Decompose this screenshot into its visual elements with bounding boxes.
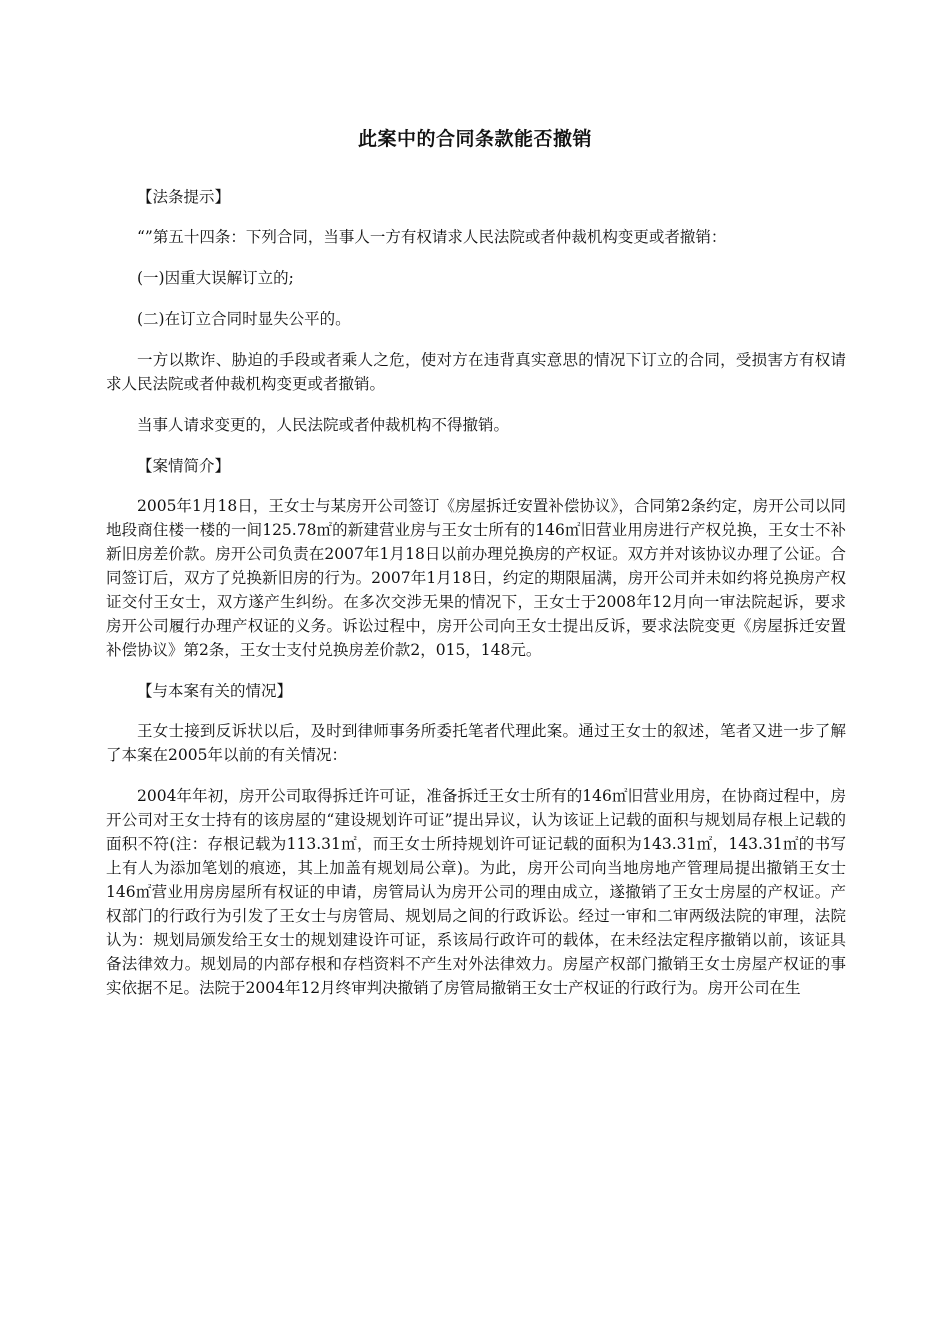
article-54-item-1: (一)因重大误解订立的;: [137, 269, 294, 287]
article-54-item-2: (二)在订立合同时显失公平的。: [137, 310, 351, 328]
article-54-paragraph-3: 当事人请求变更的，人民法院或者仲裁机构不得撤销。: [137, 416, 510, 434]
article-54-paragraph-2: 一方以欺诈、胁迫的手段或者乘人之危，使对方在违背真实意思的情况下订立的合同，受损害方有权请求人民法院或者仲裁机构变更或者撤销。: [106, 351, 846, 393]
section-heading-case-summary: 【案情简介】: [137, 457, 231, 475]
document-title: 此案中的合同条款能否撤销: [357, 128, 592, 150]
article-54-intro: “”第五十四条：下列合同，当事人一方有权请求人民法院或者仲裁机构变更或者撤销：: [137, 228, 727, 246]
document-body: [106, 185, 846, 1017]
section-heading-legal-provision: 【法条提示】: [137, 188, 231, 206]
related-facts-paragraph-1: 王女士接到反诉状以后，及时到律师事务所委托笔者代理此案。通过王女士的叙述，笔者又进一步了解了本案在2005年以前的有关情况：: [106, 722, 846, 764]
related-facts-paragraph-2: 2004年年初，房开公司取得拆迁许可证，准备拆迁王女士所有的146㎡旧营业用房，在协商过程中，房开公司对王女士持有的该房屋的“建设规划许可证”提出异议，认为该证上记载的面积与规划局存根上记载的面积不符(注：存根记载为113.31㎡，而王女士所持规划许可证记载的面积为143.31㎡，143.31㎡的书写上有人为添加笔划的痕迹，其上加盖有规划局公章)。为此，房开公司向当地房地产管理局提出撤销王女士146㎡营业用房房屋所有权证的申请，房管局认为房开公司的理由成立，遂撤销了王女士房屋的产权证。产权部门的行政行为引发了王女士与房管局、规划局之间的行政诉讼。经过一审和二审两级法院的审理，法院认为：规划局颁发给王女士的规划建设许可证，系该局行政许可的载体，在未经法定程序撤销以前，该证具备法律效力。规划局的内部存根和存档资料不产生对外法律效力。房屋产权部门撤销王女士房屋产权证的事实依据不足。法院于2004年12月终审判决撤销了房管局撤销王女士产权证的行政行为。房开公司在生: [106, 787, 846, 997]
case-summary-paragraph: 2005年1月18日，王女士与某房开公司签订《房屋拆迁安置补偿协议》，合同第2条约定，房开公司以同地段商住楼一楼的一间125.78㎡的新建营业房与王女士所有的146㎡旧营业用房进行产权兑换，王女士不补新旧房差价款。房开公司负责在2007年1月18日以前办理兑换房的产权证。双方并对该协议办理了公证。合同签订后，双方了兑换新旧房的行为。2007年1月18日，约定的期限届满，房开公司并未如约将兑换房产权证交付王女士，双方遂产生纠纷。在多次交涉无果的情况下，王女士于2008年12月向一审法院起诉，要求房开公司履行办理产权证的义务。诉讼过程中，房开公司向王女士提出反诉，要求法院变更《房屋拆迁安置补偿协议》第2条，王女士支付兑换房差价款2，015，148元。: [106, 497, 846, 659]
section-heading-related-facts: 【与本案有关的情况】: [137, 682, 293, 700]
